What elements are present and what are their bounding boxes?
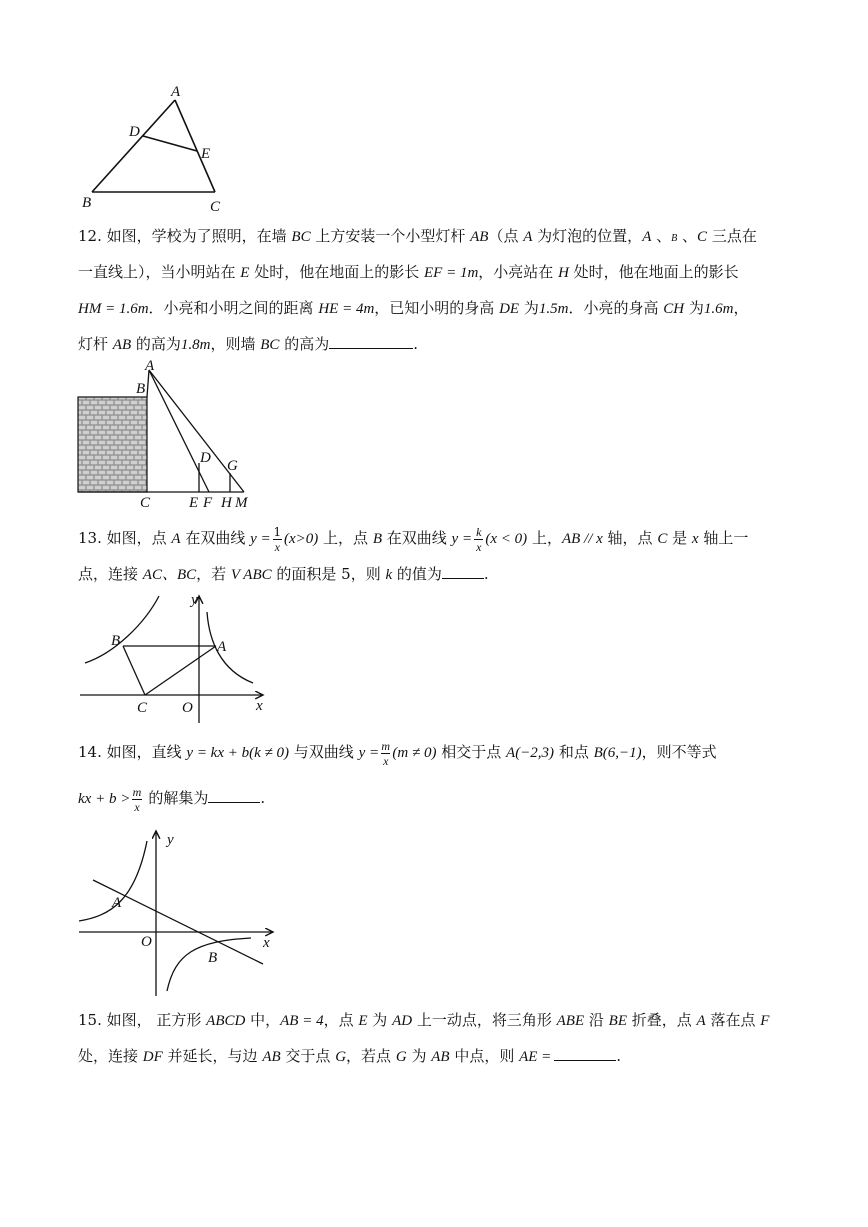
q15-line-1: 15. 如图， 正方形 ABCD 中，AB = 4，点 E 为 AD 上一动点，将三角形 ABE 沿 BE 折叠，点 A 落在点 F — [78, 1011, 770, 1029]
question-15 — [78, 1002, 790, 1074]
segment-ac — [145, 646, 216, 695]
hyperbola-left-branch — [85, 596, 159, 663]
label-a: A — [217, 639, 227, 655]
light-ray-af — [149, 370, 209, 492]
question-13 — [78, 520, 790, 592]
label-o: O — [141, 934, 152, 950]
label-c: C — [137, 700, 148, 716]
label-b: B — [111, 633, 121, 649]
q12-line-4: 灯杆 AB 的高为1.8m，则墙 BC 的高为 . — [78, 326, 790, 362]
q13-line-2: 点，连接 AC、BC，若 V ABC 的面积是 5，则 k 的值为 . — [78, 556, 790, 592]
label-d: D — [129, 124, 140, 140]
fraction: $\frac{m}{x}$ — [381, 738, 391, 768]
label-a: A — [171, 84, 181, 100]
lamp-pole-ab — [147, 370, 149, 397]
figure-hyperbola-triangle — [75, 588, 275, 718]
q12-line-2: 一直线上），当小明站在 E 处时，他在地面上的影长 EF = 1m，小亮站在 H 处时，他在地面上的影长 — [78, 263, 739, 281]
x-axis-label: x — [256, 698, 263, 714]
answer-blank — [554, 1043, 616, 1061]
figure-wall-lamp — [70, 355, 270, 510]
label-d: D — [200, 450, 211, 466]
line-y-kx-b — [93, 880, 263, 964]
label-a: A — [145, 358, 155, 374]
fraction: $\frac{k}{x}$ — [476, 524, 482, 554]
x-axis-label: x — [263, 935, 270, 951]
fraction: $\frac{m}{x}$ — [132, 784, 142, 814]
side-ab — [92, 100, 175, 192]
answer-blank — [442, 561, 484, 579]
label-o: O — [182, 700, 193, 716]
label-b: B — [136, 381, 146, 397]
label-e: E — [201, 146, 211, 162]
answer-blank — [208, 785, 260, 803]
brick-wall — [78, 397, 147, 492]
label-b: B — [82, 195, 92, 211]
q14-line-1: 14. 如图，直线 y = kx + b(k ≠ 0) 与双曲线 y = $\frac{m}{x}$ (m ≠ 0) 相交于点 A(−2,3) 和点 B(6,−1)，则不等式 — [78, 738, 717, 768]
q13-line-1: 13. 如图，点 A 在双曲线 y = $\frac{1}{x}$ (x>0) 上，点 B 在双曲线 y = $\frac{k}{x}$ (x < 0) 上，AB // x 轴，点 C 是 x 轴上一 — [78, 524, 749, 554]
q14-line-2: kx + b > $\frac{m}{x}$ 的解集为 . — [78, 784, 266, 814]
label-f: F — [203, 495, 213, 511]
label-a: A — [112, 895, 122, 911]
q15-line-2: 处，连接 DF 并延长，与边 AB 交于点 G，若点 G 为 AB 中点，则 AE = . — [78, 1038, 790, 1074]
label-e: E — [189, 495, 199, 511]
answer-blank — [329, 331, 413, 349]
segment-de — [143, 136, 197, 151]
y-axis-label: y — [167, 832, 174, 848]
figure-triangle-abc — [70, 80, 240, 215]
fraction: $\frac{1}{x}$ — [273, 524, 282, 554]
label-b: B — [208, 950, 218, 966]
q12-line-1: 12. 如图，学校为了照明，在墙 BC 上方安装一个小型灯杆 AB（点 A 为灯泡的位置，A 、B 、C 三点在 — [78, 227, 757, 245]
q12-line-3: HM = 1.6m．小亮和小明之间的距离 HE = 4m，已知小明的身高 DE 为1.5m．小亮的身高 CH 为1.6m， — [78, 299, 749, 317]
label-c: C — [210, 199, 221, 215]
question-14 — [78, 734, 790, 816]
y-axis-label: y — [191, 592, 198, 608]
label-g: G — [227, 458, 238, 474]
label-h: H — [221, 495, 232, 511]
segment-bc — [123, 646, 145, 695]
question-12 — [78, 218, 790, 362]
figure-line-hyperbola — [75, 826, 285, 1001]
label-c: C — [140, 495, 151, 511]
label-m: M — [235, 495, 248, 511]
